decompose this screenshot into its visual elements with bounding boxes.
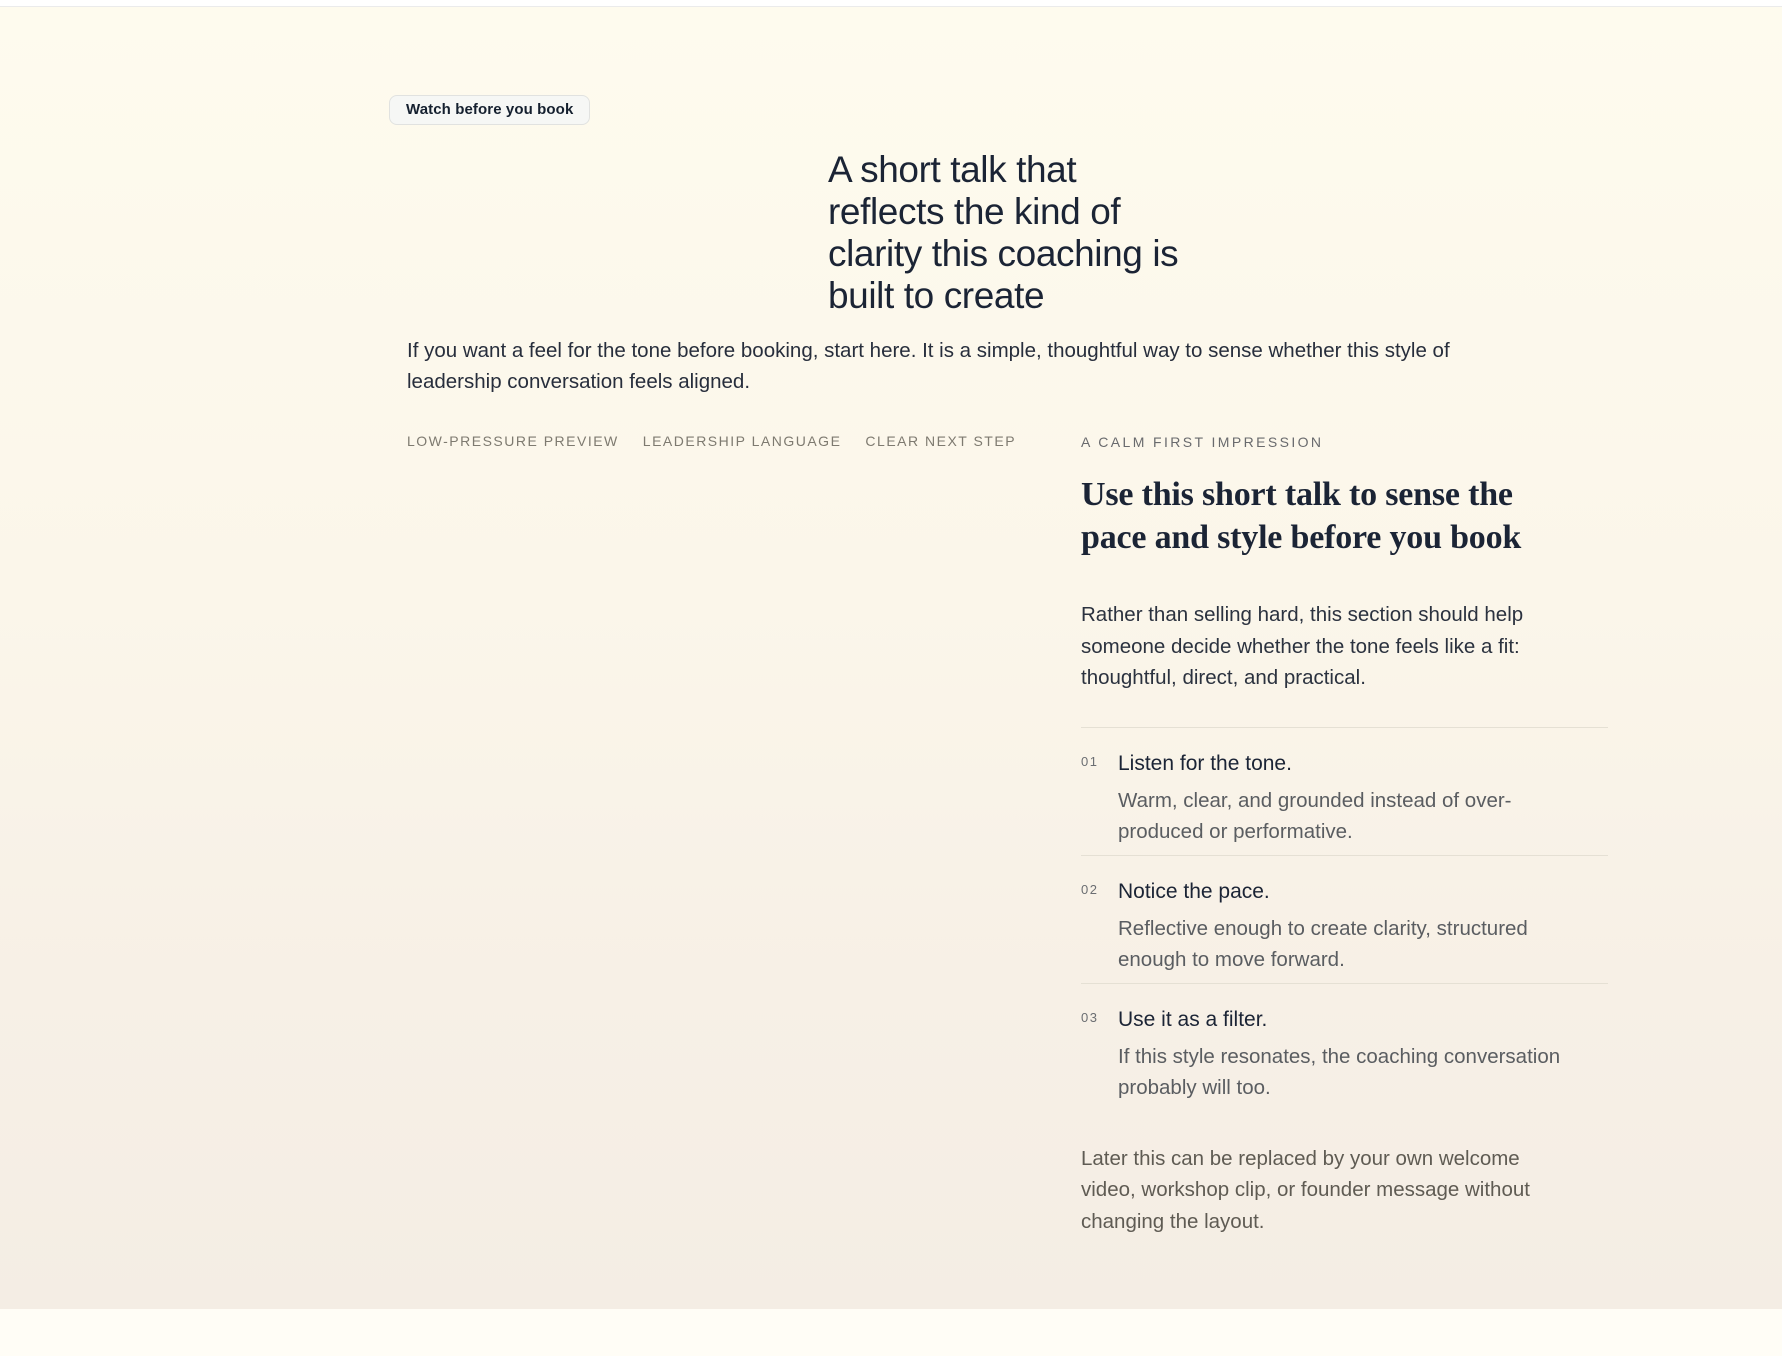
aside-title: Use this short talk to sense the pace and style before you book: [1081, 476, 1522, 556]
next-section-strip: [0, 1309, 1782, 1355]
feature-tag: CLEAR NEXT STEP: [865, 433, 1017, 449]
list-item-title: Notice the pace.: [1118, 879, 1270, 903]
video-placeholder: [407, 449, 1027, 1069]
aside-note: Later this can be replaced by your own welcome video, workshop clip, or founder message without changing the layout.: [1081, 1146, 1530, 1233]
feature-tag: LEADERSHIP LANGUAGE: [642, 433, 842, 449]
feature-tag: LOW-PRESSURE PREVIEW: [407, 433, 619, 449]
list-item-number: 01: [1081, 753, 1099, 769]
section-title: A short talk that reflects the kind of clarity this coaching is built to create: [828, 149, 1179, 316]
section-intro: If you want a feel for the tone before booking, start here. It is a simple, thoughtful way to sense whether this style of leadership conversation feels aligned.: [407, 339, 1450, 393]
list-item-text: If this style resonates, the coaching conversation probably will too.: [1118, 1044, 1561, 1099]
list-item-text: Reflective enough to create clarity, structured enough to move forward.: [1118, 916, 1528, 971]
aside-column: [1081, 433, 1608, 1237]
video-column: [389, 433, 1081, 1237]
list-item-body: [1118, 750, 1608, 847]
list-item-title: Use it as a filter.: [1118, 1007, 1268, 1031]
list-item-title: Listen for the tone.: [1118, 751, 1292, 775]
list-item: [1081, 855, 1608, 983]
list-item-number: 03: [1081, 1009, 1099, 1025]
top-border-strip: [0, 0, 1782, 7]
aside-description: Rather than selling hard, this section should help someone decide whether the tone feels like a fit: thoughtful, direct, and practical.: [1081, 603, 1524, 689]
list-item: [1081, 727, 1608, 855]
list-item-body: [1118, 1006, 1608, 1103]
aside-eyebrow: A CALM FIRST IMPRESSION: [1081, 434, 1324, 450]
list-item-text: Warm, clear, and grounded instead of over- produced or performative.: [1118, 788, 1512, 843]
numbered-list: [1081, 727, 1608, 1111]
list-item: [1081, 983, 1608, 1111]
content-columns: [389, 433, 1608, 1237]
section-container: [389, 7, 1608, 1237]
list-item-number: 02: [1081, 881, 1099, 897]
feature-tags: [407, 433, 1081, 449]
section-badge: Watch before you book: [389, 95, 590, 125]
list-item-body: [1118, 878, 1608, 975]
video-preview-section: [0, 7, 1782, 1309]
